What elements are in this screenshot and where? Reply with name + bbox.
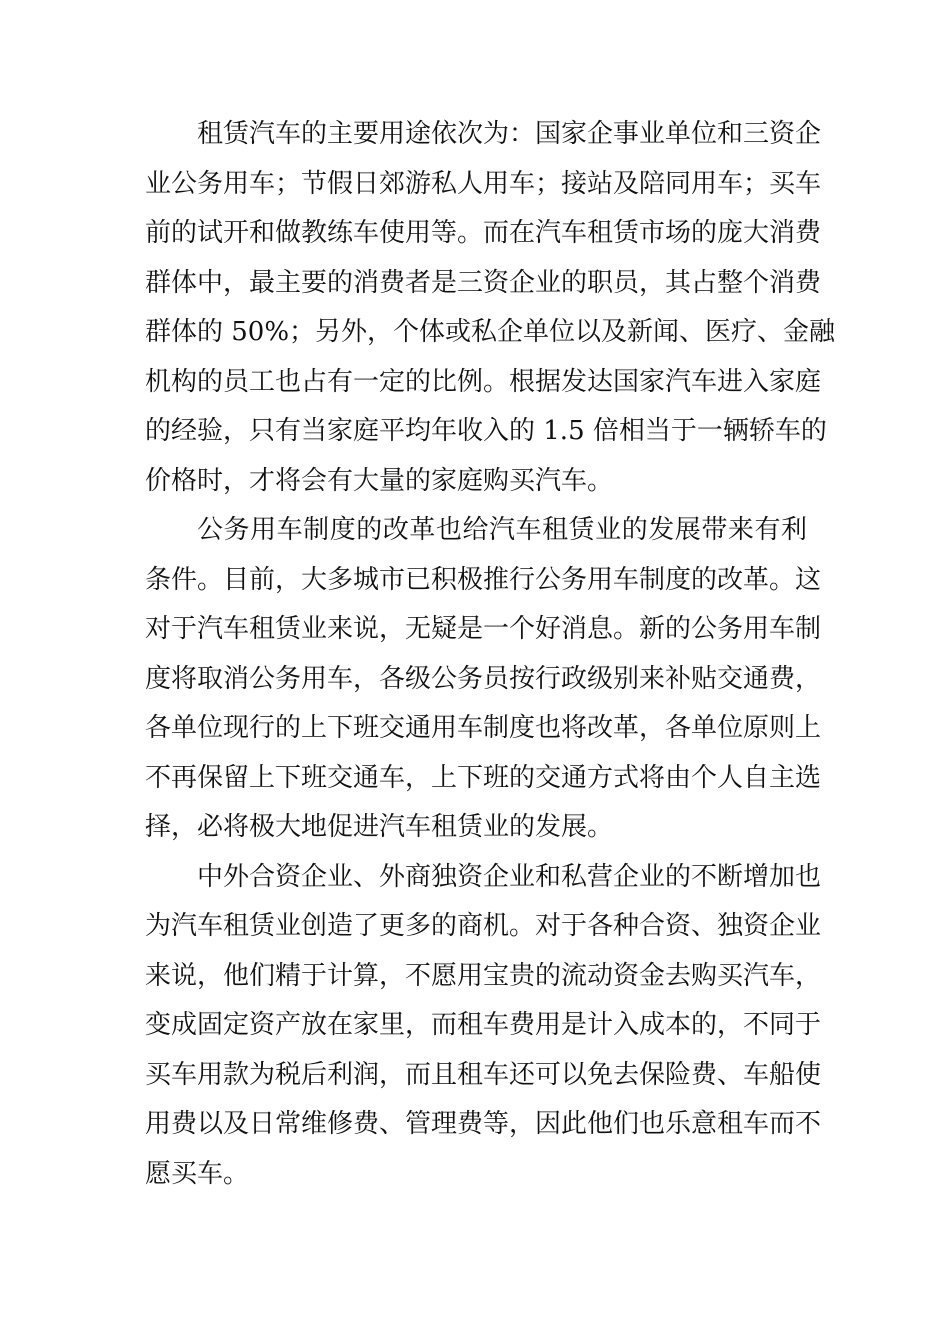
text-line: 不再保留上下班交通车，上下班的交通方式将由个人自主选 [145, 762, 822, 793]
text-line: 业公务用车；节假日郊游私人用车；接站及陪同用车；买车 [145, 168, 822, 199]
text-line: 来说，他们精于计算，不愿用宝贵的流动资金去购买汽车， [145, 960, 822, 991]
text-line: 买车用款为税后利润，而且租车还可以免去保险费、车船使 [145, 1059, 822, 1090]
document-body [145, 110, 836, 1199]
text-line: 愿买车。 [145, 1158, 250, 1189]
text-line: 用费以及日常维修费、管理费等，因此他们也乐意租车而不 [145, 1109, 822, 1139]
text-line: 公务用车制度的改革也给汽车租赁业的发展带来有利 [197, 515, 807, 545]
text-line: 群体中，最主要的消费者是三资企业的职员，其占整个消费 [145, 267, 822, 298]
text-line: 租赁汽车的主要用途依次为：国家企事业单位和三资企 [197, 119, 822, 149]
text-line: 前的试开和做教练车使用等。而在汽车租赁市场的庞大消费 [145, 218, 822, 248]
text-line: 度将取消公务用车，各级公务员按行政级别来补贴交通费， [145, 663, 822, 694]
text-line: 条件。目前，大多城市已积极推行公务用车制度的改革。这 [145, 564, 822, 595]
text-line: 各单位现行的上下班交通用车制度也将改革，各单位原则上 [145, 713, 822, 743]
text-line: 机构的员工也占有一定的比例。根据发达国家汽车进入家庭 [145, 366, 822, 397]
text-line: 为汽车租赁业创造了更多的商机。对于各种合资、独资企业 [145, 911, 822, 941]
text-line: 的经验，只有当家庭平均年收入的 1.5 倍相当于一辆轿车的 [145, 416, 827, 446]
paragraph-1 [145, 110, 836, 506]
text-line: 变成固定资产放在家里，而租车费用是计入成本的，不同于 [145, 1010, 822, 1040]
text-line: 对于汽车租赁业来说，无疑是一个好消息。新的公务用车制 [145, 614, 822, 644]
text-line: 择，必将极大地促进汽车租赁业的发展。 [145, 812, 614, 842]
text-line: 价格时，才将会有大量的家庭购买汽车。 [145, 465, 614, 496]
paragraph-2 [145, 506, 822, 853]
paragraph-3 [145, 853, 822, 1200]
text-line: 中外合资企业、外商独资企业和私营企业的不断增加也 [197, 861, 822, 892]
text-line: 群体的 50%；另外，个体或私企单位以及新闻、医疗、金融 [145, 317, 836, 347]
